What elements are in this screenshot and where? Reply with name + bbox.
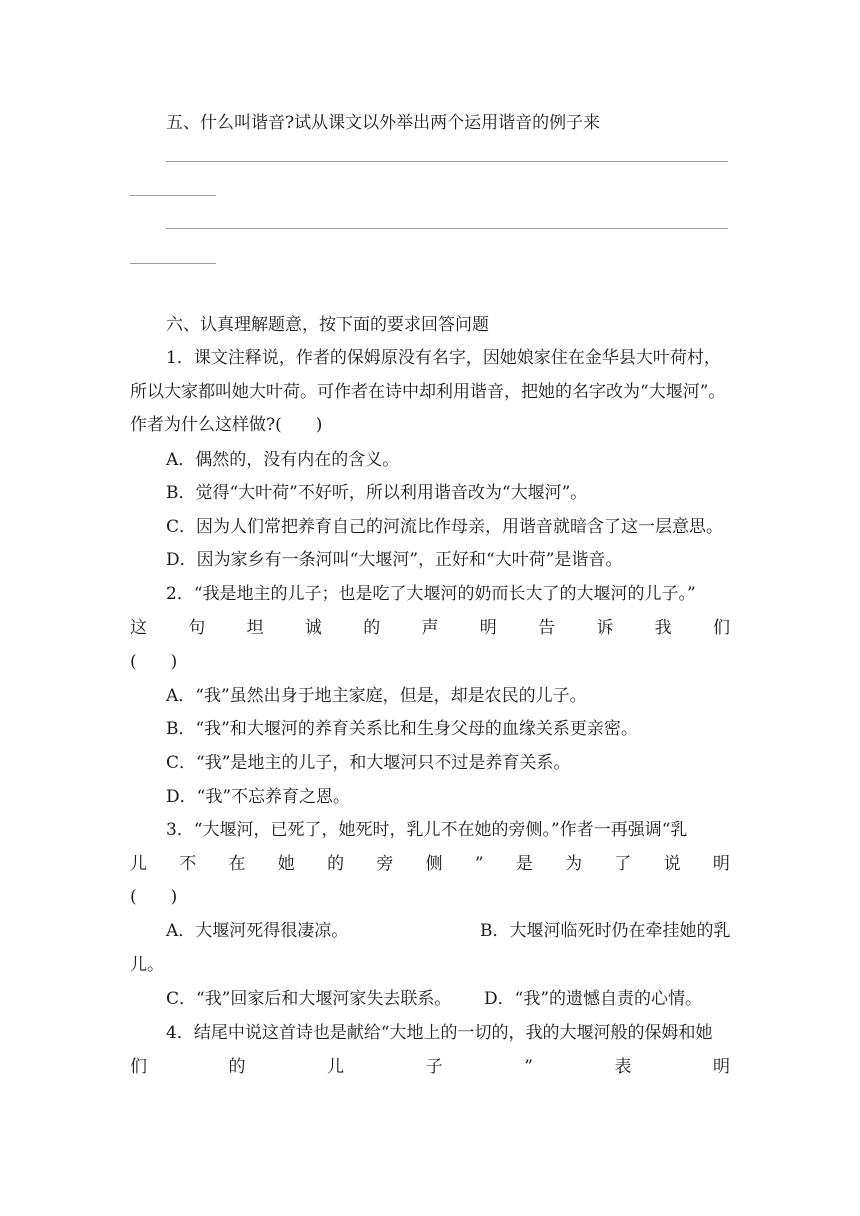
char: 明: [712, 854, 730, 874]
char: ”: [524, 1057, 533, 1077]
q6-item1-line2: 所以大家都叫她大叶荷。可作者在诗中却利用谐音，把她的名字改为“大堰河”。: [130, 382, 726, 402]
char: 坦: [246, 618, 264, 638]
char: 声: [421, 618, 439, 638]
q6-item2-option-c: C．“我”是地主的儿子，和大堰河只不过是养育关系。: [166, 753, 571, 773]
char: 为: [565, 854, 583, 874]
q6-item2-line2: [130, 617, 730, 639]
answer-line: [166, 161, 728, 162]
char: 的: [228, 1057, 246, 1077]
char: 句: [188, 618, 206, 638]
q6-heading: 六、认真理解题意，按下面的要求回答问题: [166, 315, 489, 335]
q5-heading: 五、什么叫谐音?试从课文以外举出两个运用谐音的例子来: [166, 113, 601, 133]
q6-item1-line1: 1．课文注释说，作者的保姆原没有名字，因她娘家住在金华县大叶荷村，: [166, 348, 721, 368]
answer-line: [166, 228, 728, 229]
char: 们: [130, 1057, 147, 1077]
char: 明: [712, 1057, 730, 1077]
q6-item3-option-b: B．大堰河临死时仍在牵挂她的乳: [480, 921, 731, 941]
char: 表: [614, 1057, 632, 1077]
q6-item3-option-a: A．大堰河死得很凄凉。: [166, 921, 349, 941]
q6-item1-option-a: A．偶然的，没有内在的含义。: [166, 450, 400, 470]
q6-item3-line3: ( ): [130, 887, 178, 907]
q6-item2-option-a: A．“我”虽然出身于地主家庭，但是，却是农民的儿子。: [166, 686, 587, 706]
char: 在: [228, 854, 246, 874]
char: 旁: [376, 854, 394, 874]
char: 了: [614, 854, 632, 874]
q6-item2-option-b: B．“我”和大堰河的养育关系比和生身父母的血缘关系更亲密。: [166, 719, 638, 739]
char: 这: [130, 618, 147, 638]
q6-item3-line1: 3．“大堰河，已死了，她死时，乳儿不在她的旁侧。”作者一再强调“乳: [166, 820, 688, 840]
q6-item1-option-b: B．觉得“大叶荷”不好听，所以利用谐音改为“大堰河”。: [166, 483, 588, 503]
answer-line: [130, 263, 216, 264]
char: 明: [479, 618, 497, 638]
char: 儿: [130, 854, 147, 874]
q6-item4-line1: 4．结尾中说这首诗也是献给“大地上的一切的，我的大堰河般的保姆和她: [166, 1023, 713, 1043]
char: 诉: [596, 618, 614, 638]
q6-item2-line1: 2．“我是地主的儿子；也是吃了大堰河的奶而长大了的大堰河的儿子。”: [166, 584, 696, 604]
char: 说: [663, 854, 681, 874]
char: 我: [654, 618, 672, 638]
char: 子: [425, 1057, 443, 1077]
q6-item4-line2: [130, 1056, 730, 1078]
q6-item1-option-d: D．因为家乡有一条河叫“大堰河”，正好和“大叶荷”是谐音。: [166, 550, 623, 570]
q6-item3-option-c: C．“我”回家后和大堰河家失去联系。: [166, 989, 452, 1009]
char: 她: [277, 854, 295, 874]
q6-item1-option-c: C．因为人们常把养育自己的河流比作母亲，用谐音就暗含了这一层意思。: [166, 517, 724, 537]
char: 的: [327, 854, 345, 874]
char: 不: [179, 854, 197, 874]
q6-item3-option-d: D．“我”的遗憾自责的心情。: [484, 989, 703, 1009]
q6-item3-line2: [130, 853, 730, 875]
char: 们: [712, 618, 730, 638]
char: ”: [474, 854, 484, 874]
char: 告: [538, 618, 556, 638]
answer-line: [130, 195, 216, 196]
q6-item3-option-b-wrap: 儿。: [130, 955, 164, 975]
q6-item2-option-d: D．“我”不忘养育之恩。: [166, 787, 351, 807]
q6-item2-line3: ( ): [130, 652, 178, 672]
q6-item1-line3: 作者为什么这样做?( ): [130, 415, 323, 435]
char: 侧: [425, 854, 443, 874]
char: 是: [515, 854, 533, 874]
char: 儿: [327, 1057, 345, 1077]
char: 诚: [304, 618, 322, 638]
char: 的: [363, 618, 381, 638]
